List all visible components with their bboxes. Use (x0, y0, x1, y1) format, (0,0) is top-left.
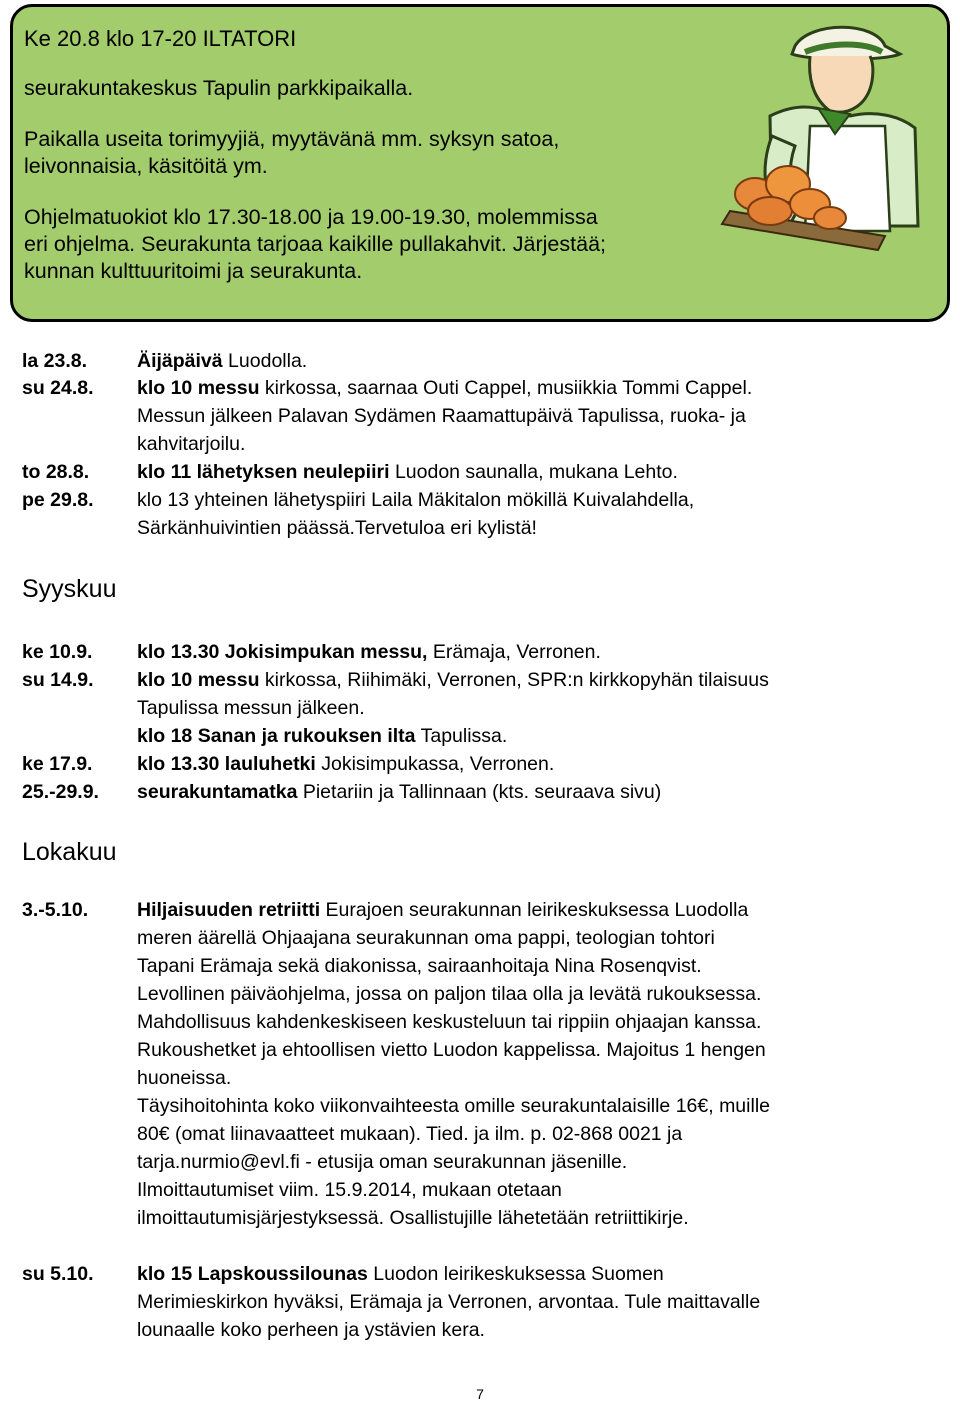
entry-text: kahvitarjoilu. (137, 433, 246, 455)
entry-date: ke 17.9. (22, 753, 93, 775)
entry-text: Täysihoitohinta koko viikonvaihteesta omille seurakuntalaisille 16€, muille (137, 1095, 770, 1117)
entry-text: ilmoittautumisjärjestyksessä. Osallistujille lähetetään retriittikirje. (137, 1207, 689, 1229)
event-line: Ohjelmatuokiot klo 17.30-18.00 ja 19.00-19.30, molemmissa (24, 205, 598, 229)
entry-text: Rukoushetket ja ehtoollisen vietto Luodon kappelissa. Majoitus 1 hengen (137, 1039, 766, 1061)
entry-date: su 14.9. (22, 669, 94, 691)
entry-text: klo 13.30 lauluhetki Jokisimpukassa, Verronen. (137, 753, 555, 775)
entry-date: su 24.8. (22, 377, 94, 399)
entry-text: huoneissa. (137, 1067, 232, 1089)
entry-text: Ilmoittautumiset viim. 15.9.2014, mukaan otetaan (137, 1179, 562, 1201)
entry-text: Messun jälkeen Palavan Sydämen Raamattupäivä Tapulissa, ruoka- ja (137, 405, 746, 427)
entry-date: su 5.10. (22, 1263, 94, 1285)
section-heading-october: Lokakuu (22, 838, 117, 866)
event-line: eri ohjelma. Seurakunta tarjoaa kaikille pullakahvit. Järjestää; (24, 232, 607, 256)
entry-text: klo 13.30 Jokisimpukan messu, Erämaja, Verronen. (137, 641, 601, 663)
entry-text: Levollinen päiväohjelma, jossa on paljon tilaa olla ja levätä rukouksessa. (137, 983, 762, 1005)
entry-text: meren äärellä Ohjaajana seurakunnan oma pappi, teologian tohtori (137, 927, 715, 949)
event-line: seurakuntakeskus Tapulin parkkipaikalla. (24, 76, 414, 100)
baker-illustration (700, 6, 950, 256)
entry-text: Särkänhuivintien päässä.Tervetuloa eri kylistä! (137, 517, 537, 539)
entry-date: pe 29.8. (22, 489, 94, 511)
entry-date: 3.-5.10. (22, 899, 89, 921)
entry-text: klo 10 messu kirkossa, saarnaa Outi Cappel, musiikkia Tommi Cappel. (137, 377, 753, 399)
entry-text: klo 11 lähetyksen neulepiiri Luodon saunalla, mukana Lehto. (137, 461, 678, 483)
entry-date: la 23.8. (22, 350, 88, 372)
entry-text: seurakuntamatka Pietariin ja Tallinnaan (kts. seuraava sivu) (137, 781, 662, 803)
entry-text: Tapani Erämaja sekä diakonissa, sairaanhoitaja Nina Rosenqvist. (137, 955, 702, 977)
entry-text: klo 15 Lapskoussilounas Luodon leirikeskuksessa Suomen (137, 1263, 664, 1285)
event-line: leivonnaisia, käsitöitä ym. (24, 154, 268, 178)
entry-text: 80€ (omat liinavaatteet mukaan). Tied. ja ilm. p. 02-868 0021 ja (137, 1123, 683, 1145)
entry-text: Tapulissa messun jälkeen. (137, 697, 365, 719)
entry-text: klo 18 Sanan ja rukouksen ilta Tapulissa. (137, 725, 508, 747)
entry-text: klo 13 yhteinen lähetyspiiri Laila Mäkitalon mökillä Kuivalahdella, (137, 489, 695, 511)
entry-date: to 28.8. (22, 461, 90, 483)
entry-text: Mahdollisuus kahdenkeskiseen keskusteluun tai rippiin ohjaajan kanssa. (137, 1011, 762, 1033)
event-line: kunnan kulttuuritoimi ja seurakunta. (24, 259, 363, 283)
entry-text: lounaalle koko perheen ja ystävien kera. (137, 1319, 485, 1341)
entry-text: Merimieskirkon hyväksi, Erämaja ja Verronen, arvontaa. Tule maittavalle (137, 1291, 761, 1313)
entry-text: Hiljaisuuden retriitti Eurajoen seurakunnan leirikeskuksessa Luodolla (137, 899, 749, 921)
entry-text: klo 10 messu kirkossa, Riihimäki, Verronen, SPR:n kirkkopyhän tilaisuus (137, 669, 769, 691)
event-line: Paikalla useita torimyyjiä, myytävänä mm. syksyn satoa, (24, 127, 560, 151)
entry-text: tarja.nurmio@evl.fi - etusija oman seurakunnan jäsenille. (137, 1151, 628, 1173)
section-heading-september: Syyskuu (22, 575, 117, 603)
entry-date: ke 10.9. (22, 641, 93, 663)
event-title: Ke 20.8 klo 17-20 ILTATORI (24, 26, 297, 51)
entry-text: Äijäpäivä Luodolla. (137, 350, 308, 372)
entry-date: 25.-29.9. (22, 781, 99, 803)
page-number: 7 (476, 1386, 484, 1402)
